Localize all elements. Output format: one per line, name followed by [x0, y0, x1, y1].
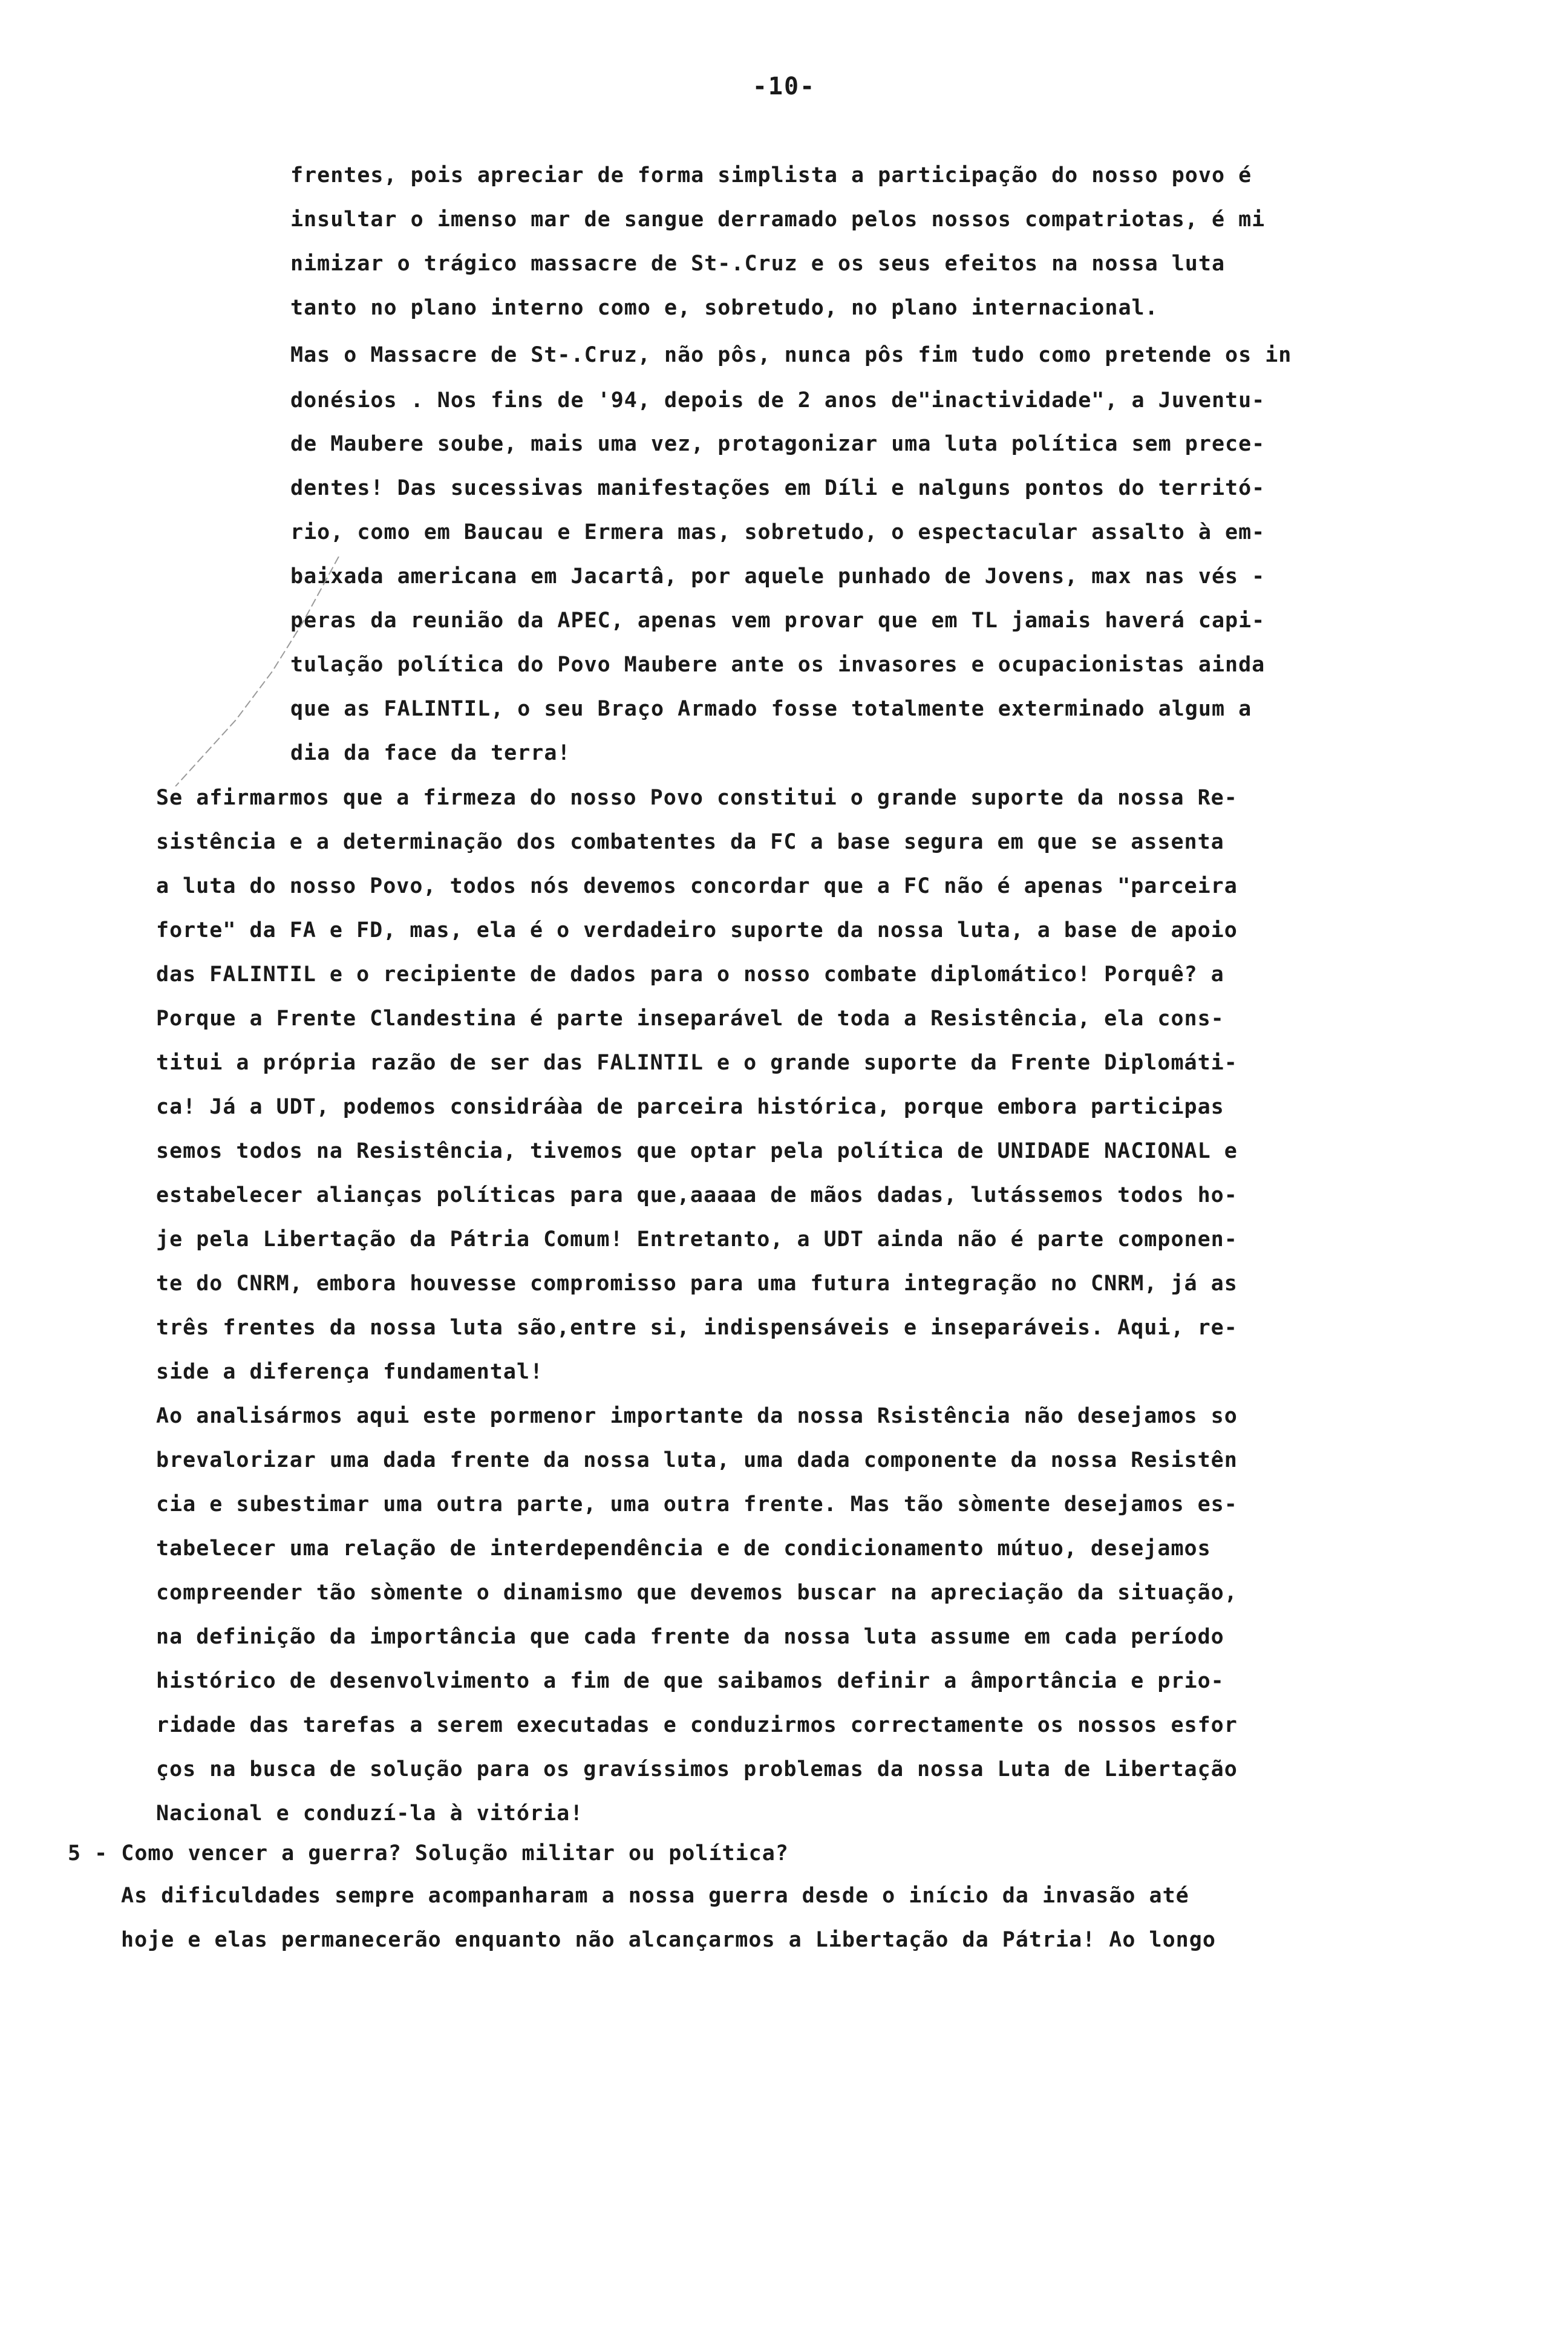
text-line: insultar o imenso mar de sangue derramado pelos nossos compatriotas, é mi	[290, 207, 1266, 232]
text-line: compreender tão sòmente o dinamismo que devemos buscar na apreciação da situação,	[156, 1581, 1238, 1605]
text-line: side a diferença fundamental!	[156, 1360, 544, 1384]
text-line: tanto no plano interno como e, sobretudo, no plano internacional.	[290, 296, 1158, 320]
text-line: titui a própria razão de ser das FALINTIL e o grande suporte da Frente Diplomáti-	[156, 1051, 1238, 1075]
section-heading: 5 - Como vencer a guerra? Solução militar ou política?	[68, 1841, 789, 1866]
text-line: frentes, pois apreciar de forma simplista a participação do nosso povo é	[290, 163, 1252, 188]
text-line: Se afirmarmos que a firmeza do nosso Povo constitui o grande suporte da nossa Re-	[156, 786, 1238, 810]
text-line: a luta do nosso Povo, todos nós devemos concordar que a FC não é apenas "parceira	[156, 874, 1238, 898]
text-line: semos todos na Resistência, tivemos que optar pela política de UNIDADE NACIONAL e	[156, 1139, 1238, 1163]
text-line: ridade das tarefas a serem executadas e conduzirmos correctamente os nossos esfor	[156, 1713, 1238, 1737]
text-line: das FALINTIL e o recipiente de dados para o nosso combate diplomático! Porquê? a	[156, 962, 1224, 987]
text-line: estabelecer alianças políticas para que,aaaaa de mãos dadas, lutássemos todos ho-	[156, 1183, 1238, 1207]
text-line: três frentes da nossa luta são,entre si, indispensáveis e inseparáveis. Aqui, re-	[156, 1316, 1238, 1340]
text-line: que as FALINTIL, o seu Braço Armado fosse totalmente exterminado algum a	[290, 697, 1252, 721]
text-line: histórico de desenvolvimento a fim de que saibamos definir a âmportância e prio-	[156, 1669, 1224, 1693]
text-line: donésios . Nos fins de '94, depois de 2 anos de"inactividade", a Juventu-	[290, 388, 1266, 413]
text-line: sistência e a determinação dos combatentes da FC a base segura em que se assenta	[156, 830, 1224, 854]
text-line: peras da reunião da APEC, apenas vem provar que em TL jamais haverá capi-	[290, 609, 1266, 633]
text-line: nimizar o trágico massacre de St-.Cruz e os seus efeitos na nossa luta	[290, 252, 1226, 276]
text-line: As dificuldades sempre acompanharam a nossa guerra desde o início da invasão até	[121, 1884, 1189, 1908]
text-line: dentes! Das sucessivas manifestações em Díli e nalguns pontos do territó-	[290, 476, 1266, 500]
text-line: hoje e elas permanecerão enquanto não alcançarmos a Libertação da Pátria! Ao longo	[121, 1928, 1216, 1952]
page-number: -10-	[752, 73, 816, 100]
text-line: ços na busca de solução para os gravíssimos problemas da nossa Luta de Libertação	[156, 1757, 1238, 1781]
text-line: na definição da importância que cada frente da nossa luta assume em cada período	[156, 1625, 1224, 1649]
text-line: te do CNRM, embora houvesse compromisso para uma futura integração no CNRM, já as	[156, 1272, 1238, 1296]
text-line: de Maubere soube, mais uma vez, protagonizar uma luta política sem prece-	[290, 432, 1266, 456]
text-line: je pela Libertação da Pátria Comum! Entretanto, a UDT ainda não é parte componen-	[156, 1227, 1238, 1252]
text-line: rio, como em Baucau e Ermera mas, sobretudo, o espectacular assalto à em-	[290, 520, 1266, 544]
text-line: brevalorizar uma dada frente da nossa luta, uma dada componente da nossa Resistên	[156, 1448, 1238, 1472]
text-line: forte" da FA e FD, mas, ela é o verdadeiro suporte da nossa luta, a base de apoio	[156, 918, 1238, 942]
text-line: baixada americana em Jacartâ, por aquele punhado de Jovens, max nas vés -	[290, 564, 1266, 589]
text-line: Ao analisármos aqui este pormenor importante da nossa Rsistência não desejamos so	[156, 1404, 1238, 1428]
text-line: Porque a Frente Clandestina é parte inseparável de toda a Resistência, ela cons-	[156, 1007, 1224, 1031]
text-line: ca! Já a UDT, podemos considráàa de parceira histórica, porque embora participas	[156, 1095, 1224, 1119]
text-line: Nacional e conduzí-la à vitória!	[156, 1801, 584, 1826]
text-line: tulação política do Povo Maubere ante os invasores e ocupacionistas ainda	[290, 653, 1266, 677]
text-line: Mas o Massacre de St-.Cruz, não pôs, nunca pôs fim tudo como pretende os in	[290, 343, 1292, 367]
text-line: dia da face da terra!	[290, 741, 571, 765]
text-line: tabelecer uma relação de interdependência e de condicionamento mútuo, desejamos	[156, 1536, 1211, 1561]
text-line: cia e subestimar uma outra parte, uma outra frente. Mas tão sòmente desejamos es-	[156, 1492, 1238, 1517]
